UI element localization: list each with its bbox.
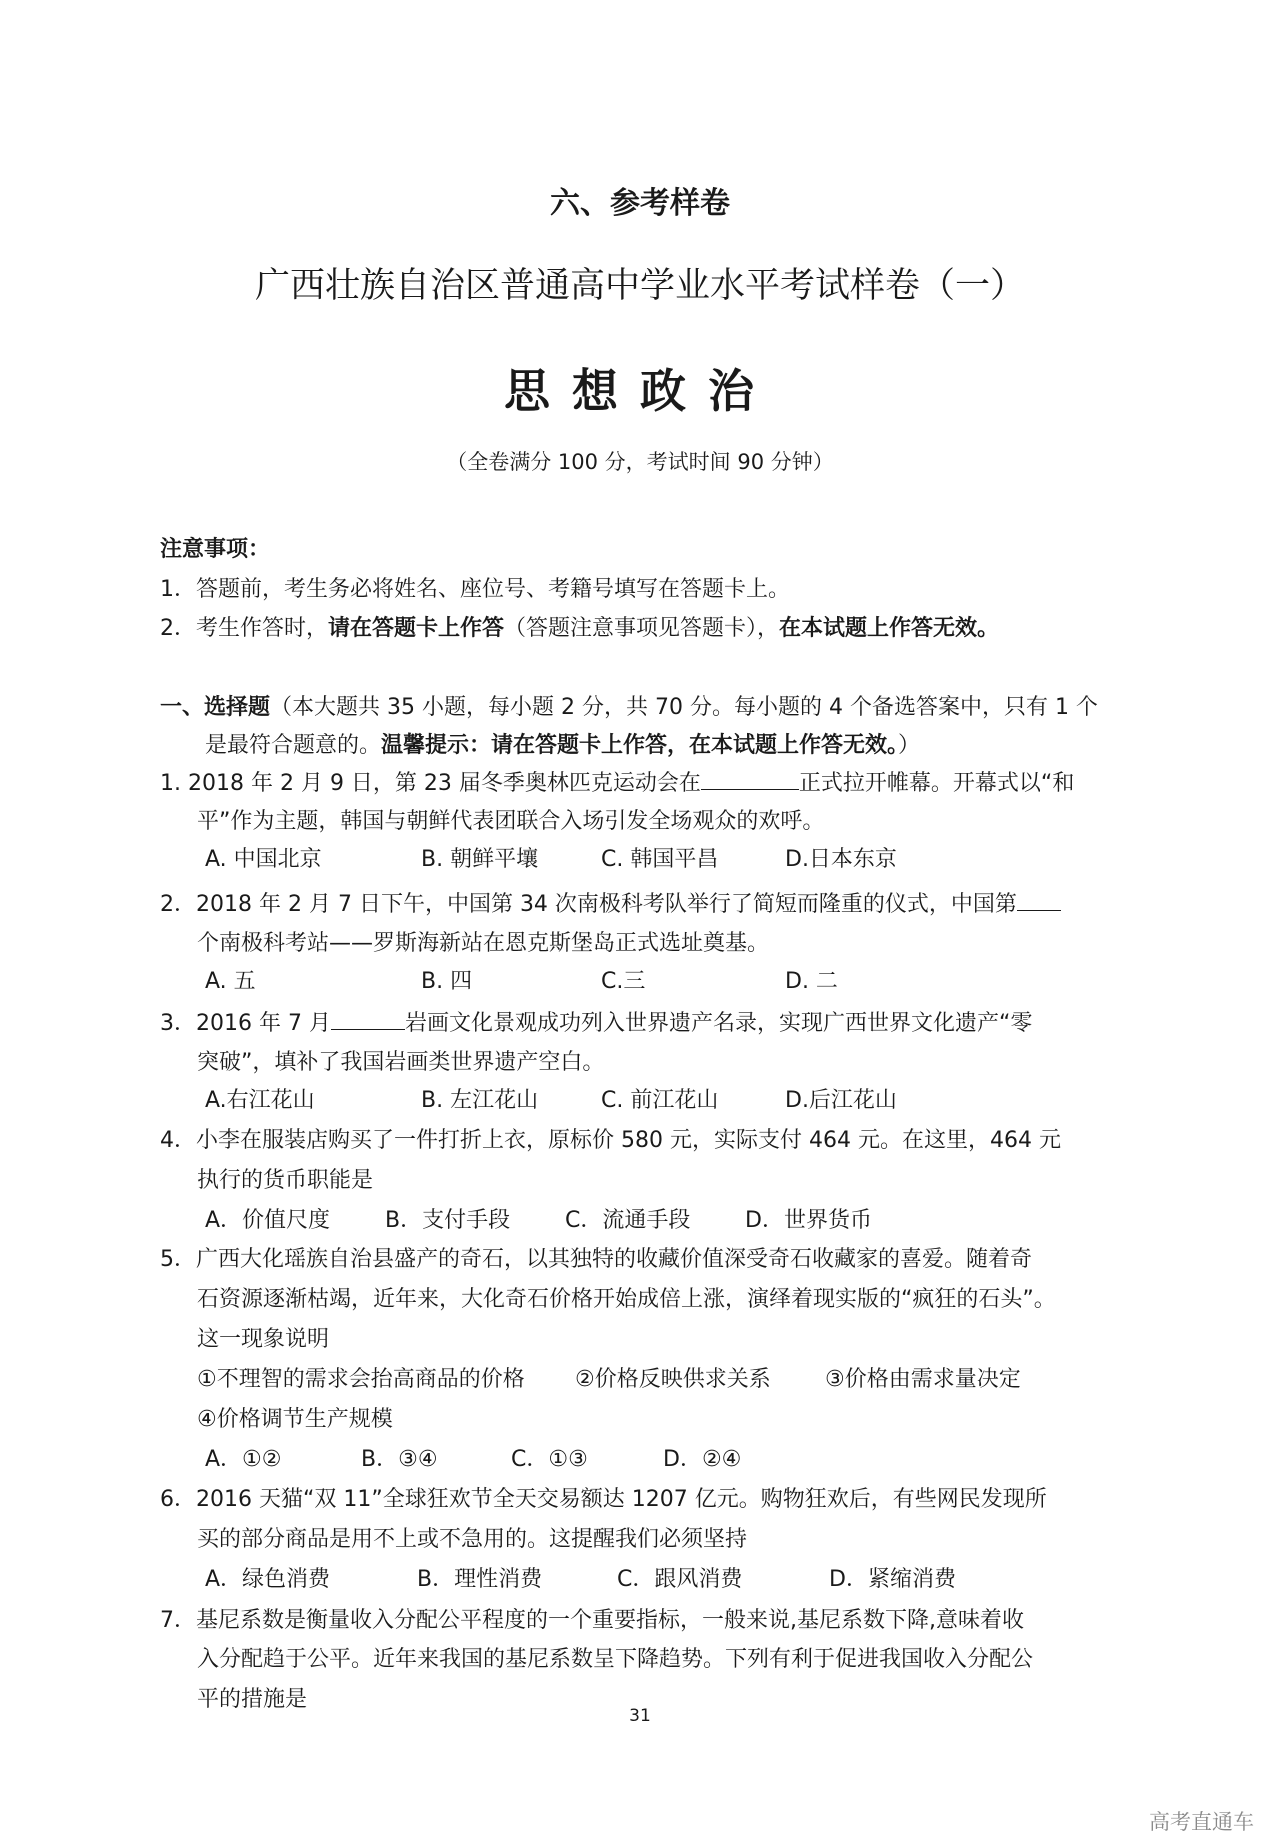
- question-3-line-2: 突破”，填补了我国岩画类世界遗产空白。: [197, 1050, 605, 1075]
- part1-heading-line-2-bold: 温馨提示：请在答题卡上作答，在本试题上作答无效。: [381, 733, 899, 758]
- option-d: D．②④: [663, 1447, 742, 1472]
- question-2-line-1: [160, 887, 1061, 918]
- question-2-options: [205, 964, 838, 995]
- option-a: A.右江花山: [205, 1088, 315, 1113]
- option-c: C. 韩国平昌: [601, 847, 719, 872]
- question-1-line-2: 平”作为主题，韩国与朝鲜代表团联合入场引发全场观众的欢呼。: [197, 809, 825, 834]
- exam-title: 广西壮族自治区普通高中学业水平考试样卷（一）: [254, 266, 1025, 306]
- option-b: B．③④: [361, 1447, 438, 1472]
- notice-item-2-bold-2: 在本试题上作答无效。: [779, 616, 1000, 641]
- question-3-line-1-post: 岩画文化景观成功列入世界遗产名录，实现广西世界文化遗产“零: [404, 1011, 1033, 1036]
- option-c: C.三: [601, 969, 646, 994]
- answer-blank: [331, 1007, 405, 1030]
- statement-4: ④价格调节生产规模: [197, 1407, 393, 1432]
- question-6-options: [205, 1562, 956, 1593]
- option-c: C. 前江花山: [601, 1088, 719, 1113]
- question-1-options: [205, 842, 897, 873]
- option-d: D.日本东京: [785, 847, 897, 872]
- question-4-line-1: 4．小李在服装店购买了一件打折上衣，原标价 580 元，实际支付 464 元。在这里，464 元: [160, 1128, 1061, 1153]
- subject-title: 思想政治: [504, 364, 776, 418]
- question-1-line-1: [160, 766, 1074, 797]
- option-c: C．①③: [511, 1447, 588, 1472]
- option-d: D．世界货币: [745, 1208, 872, 1233]
- option-a: A. 五: [205, 969, 256, 994]
- question-6-line-1: 6．2016 天猫“双 11”全球狂欢节全天交易额达 1207 亿元。购物狂欢后，有些网民发现所: [160, 1487, 1047, 1512]
- question-3-options: [205, 1083, 897, 1114]
- question-5-line-2: 石资源逐渐枯竭，近年来，大化奇石价格开始成倍上涨，演绎着现实版的“疯狂的石头”。: [197, 1287, 1056, 1312]
- score-note: （全卷满分 100 分，考试时间 90 分钟）: [446, 450, 834, 474]
- notice-heading: 注意事项：: [160, 537, 271, 562]
- notice-item-2-mid: （答题注意事项见答题卡），: [504, 616, 780, 641]
- option-b: B. 左江花山: [421, 1088, 539, 1113]
- question-4-options: [205, 1203, 872, 1234]
- notice-item-2: [160, 611, 999, 642]
- watermark: 高考直通车: [1149, 1810, 1254, 1834]
- option-b: B．理性消费: [417, 1567, 543, 1592]
- answer-blank: [701, 767, 799, 790]
- question-5-options: [205, 1442, 741, 1473]
- question-1-line-1-pre: 1. 2018 年 2 月 9 日，第 23 届冬季奥林匹克运动会在: [160, 771, 701, 796]
- question-2-line-2: 个南极科考站——罗斯海新站在恩克斯堡岛正式选址奠基。: [197, 931, 770, 956]
- part1-heading-bold: 一、选择题: [160, 695, 271, 720]
- option-c: C．流通手段: [565, 1208, 691, 1233]
- option-c: C．跟风消费: [617, 1567, 743, 1592]
- option-d: D. 二: [785, 969, 838, 994]
- option-d: D.后江花山: [785, 1088, 897, 1113]
- part1-heading-line-2-end: ）: [898, 733, 921, 758]
- notice-item-2-bold-1: 请在答题卡上作答: [328, 616, 505, 641]
- option-d: D．紧缩消费: [829, 1567, 956, 1592]
- question-5-line-3: 这一现象说明: [197, 1327, 330, 1352]
- page-number: 31: [629, 1706, 651, 1726]
- part1-heading-rest: （本大题共 35 小题，每小题 2 分，共 70 分。每小题的 4 个备选答案中，只有 1 个: [270, 695, 1098, 720]
- notice-item-1: 1．答题前，考生务必将姓名、座位号、考籍号填写在答题卡上。: [160, 577, 790, 602]
- option-a: A．①②: [205, 1447, 282, 1472]
- statement-2: ②价格反映供求关系: [575, 1367, 771, 1392]
- question-5-statements: [197, 1362, 1021, 1393]
- question-7-line-3: 平的措施是: [197, 1687, 308, 1712]
- section-title: 六、参考样卷: [550, 186, 730, 221]
- part1-heading-line-2-text: 是最符合题意的。: [205, 733, 382, 758]
- question-7-line-1: 7．基尼系数是衡量收入分配公平程度的一个重要指标，一般来说,基尼系数下降,意味着收: [160, 1608, 1024, 1633]
- question-5-line-1: 5．广西大化瑶族自治县盛产的奇石，以其独特的收藏价值深受奇石收藏家的喜爱。随着奇: [160, 1247, 1033, 1272]
- statement-1: ①不理智的需求会抬高商品的价格: [197, 1367, 525, 1392]
- option-a: A．绿色消费: [205, 1567, 331, 1592]
- question-4-line-2: 执行的货币职能是: [197, 1168, 374, 1193]
- question-3-line-1-pre: 3．2016 年 7 月: [160, 1011, 331, 1036]
- part1-heading-line-2: [205, 728, 920, 759]
- notice-item-2-pre: 2．考生作答时，: [160, 616, 328, 641]
- answer-blank: [1017, 888, 1061, 911]
- question-3-line-1: [160, 1006, 1032, 1037]
- option-b: B．支付手段: [385, 1208, 511, 1233]
- question-7-line-2: 入分配趋于公平。近年来我国的基尼系数呈下降趋势。下列有利于促进我国收入分配公: [197, 1647, 1034, 1672]
- statement-3: ③价格由需求量决定: [825, 1367, 1021, 1392]
- question-6-line-2: 买的部分商品是用不上或不急用的。这提醒我们必须坚持: [197, 1527, 748, 1552]
- part1-heading: [160, 690, 1098, 721]
- option-b: B. 四: [421, 969, 473, 994]
- question-1-line-1-post: 正式拉开帷幕。开幕式以“和: [798, 771, 1075, 796]
- option-a: A．价值尺度: [205, 1208, 331, 1233]
- option-a: A. 中国北京: [205, 847, 322, 872]
- option-b: B. 朝鲜平壤: [421, 847, 539, 872]
- question-2-line-1-pre: 2．2018 年 2 月 7 日下午，中国第 34 次南极科考队举行了简短而隆重的仪式，中国第: [160, 892, 1017, 917]
